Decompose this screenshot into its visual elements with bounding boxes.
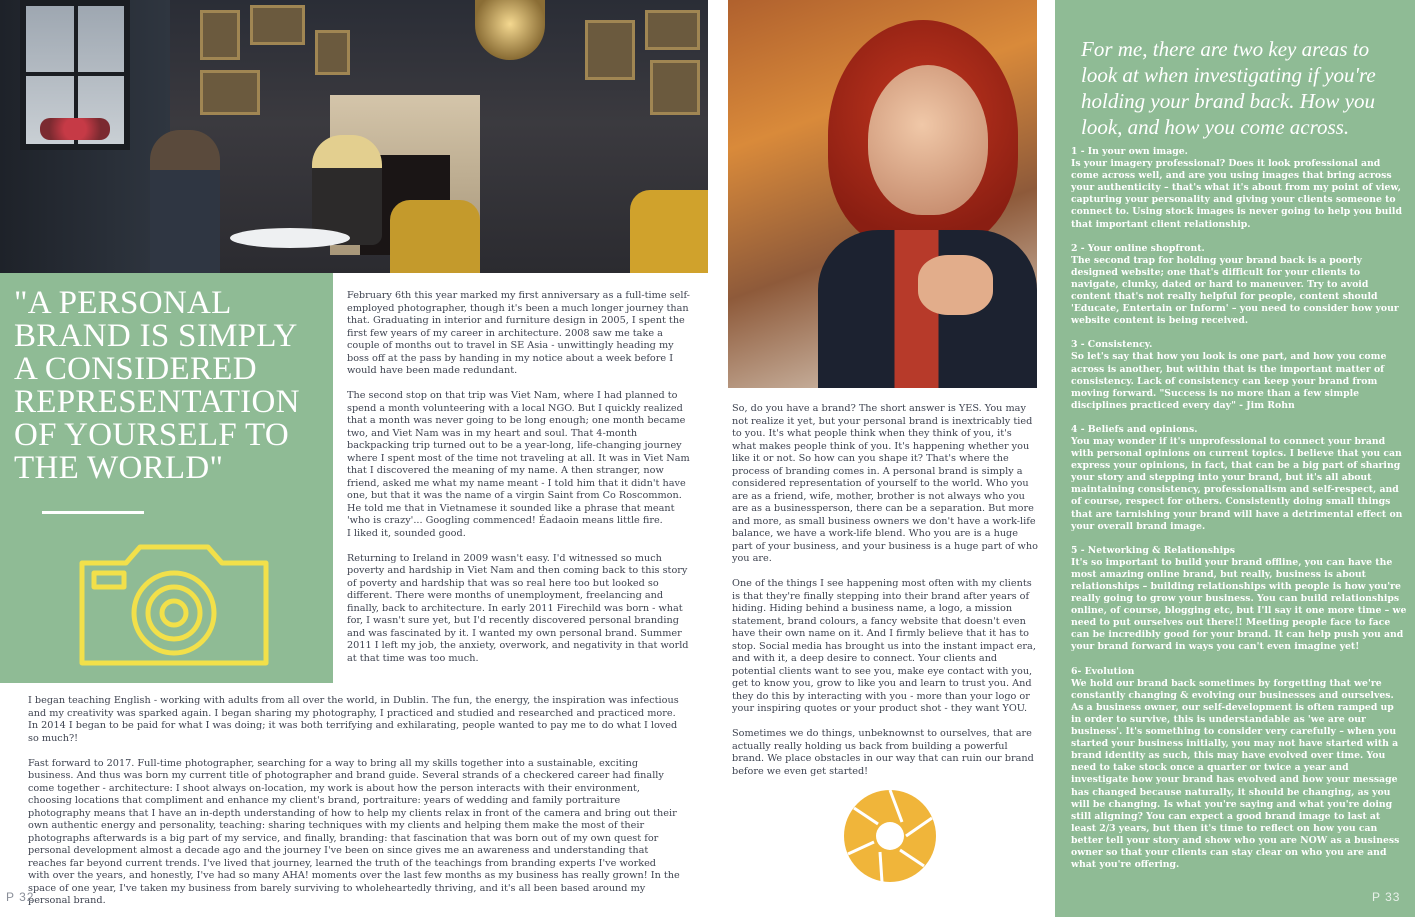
paragraph: Fast forward to 2017. Full-time photographer, searching for a way to bring all my skills together into a sustainable, exciting business. And thus was born my current title of photographer and brand guide. Several strands of a checkered career had finally come together - architecture: I shoot always on-location, my work is about how the person interacts with their environment, choosing locations that compliment and enhance my client's brand, portraiture: years of wedding and family portraiture photography means that I have an in-depth understanding of how to help my clients relax in front of the camera and bring out their own authentic energy and personality, teaching: sharing techniques with my clients and helping them make the most of their photographs afterwards is a big part of my service, and finally, branding: that fascination that was born out of my own quest for personal development almost a decade ago and the journey I've been on since gives me an awareness and understanding that reaches far beyond current trends. I've lived that journey, learned the truth of the teachings from branding experts I've worked with over the years, and honestly, I've had so many AHA! moments over the last few months as my business has really grown! In the space of one year, I've taken my business from barely surviving to wholeheartedly thriving, and it's all been based around my personal brand.	[28, 757, 680, 906]
cafe-interior-photo	[0, 0, 708, 273]
paragraph: February 6th this year marked my first anniversary as a full-time self-employed photographer, though it's been a much longer journey than that. Graduating in interior and furniture design in 2005, I spent the first few years of my career in architecture. 2008 saw me take a couple of months out to travel in SE Asia - unwittingly heading my boss off at the pass by handing in my notice about a week before I would have been made redundant.	[347, 290, 690, 376]
tip-body: You may wonder if it's unprofessional to connect your brand with personal opinions on current topics. I believe that you can express your opinions, in fact, that can be a big part of sharing your story and stepping into your brand, but it's all about maintaining consistency, professionalism and self-respect, and of course, respect for others. Consistently doing small things that are tarnishing your brand will have a detrimental effect on your overall brand image.	[1071, 435, 1403, 532]
tip-title: 1 - In your own image.	[1071, 146, 1188, 157]
tip-body: So let's say that how you look is one part, and how you come across is another, but within that is the important matter of consistency. Lack of consistency can keep your brand from moving forward. "Success is no more than a few simple disciplines practiced every day" - Jim Rohn	[1071, 351, 1387, 411]
article-column-3	[732, 403, 1038, 791]
tip-title: 2 - Your online shopfront.	[1071, 242, 1205, 254]
tip-item	[1071, 243, 1407, 328]
tip-item	[1071, 545, 1407, 654]
tip-item	[1071, 424, 1407, 533]
tip-item	[1071, 666, 1407, 872]
tip-title: 5 - Networking & Relationships	[1071, 544, 1235, 556]
feature-quote: "A PERSONAL BRAND IS SIMPLY A CONSIDERED REPRESENTATION OF YOURSELF TO THE WORLD"	[14, 285, 300, 486]
tip-title: 3 - Consistency.	[1071, 339, 1153, 351]
paragraph: Sometimes we do things, unbeknownst to ourselves, that are actually really holding us back from building a powerful brand. We place obstacles in our way that can ruin our brand before we even get started!	[732, 728, 1034, 777]
camera-icon	[76, 541, 272, 669]
paragraph: I began teaching English - working with adults from all over the world, in Dublin. The fun, the energy, the inspiration was infectious and my creativity was sparked again. I began sharing my photography, I practiced and studied and researched and practiced more. In 2014 I began to be paid for what I was doing; it was both terrifying and exhilarating, people wanted to pay me to do what I loved so much?!	[28, 695, 679, 744]
tips-list	[1071, 146, 1407, 883]
paragraph: Returning to Ireland in 2009 wasn't easy. I'd witnessed so much poverty and hardship in Viet Nam and then coming back to this story of poverty and hardship that was so real here too but looked so different. There were months of unemployment, freelancing and finally, back to architecture. In early 2011 Firechild was born - what for, I wasn't sure yet, but I'd recently discovered personal branding and was fascinated by it. I wanted my own personal brand. Summer 2011 I left my job, the anxiety, overwork, and negativity in that world at that time was too much.	[347, 552, 689, 664]
article-column-2	[28, 695, 680, 917]
tip-body: It's so important to build your brand offline, you can have the most amazing online brand, but really, business is about relationships – building relationships with people is how you're really going to grow your business. You can build relationships online, of course, blogging etc, but I'll say it one more time – we need to put ourselves out there!! Meeting people face to face can be incredibly good for your brand. It can help push you and your brand forward in ways you can't even imagine yet!	[1071, 556, 1407, 653]
divider	[42, 511, 144, 514]
tip-body: The second trap for holding your brand back is a poorly designed website; one that's difficult for your clients to navigate, clunky, dated or hard to maneuver. Try to avoid content that's not really helpful for people, content should 'Educate, Entertain or Inform' – you need to consider how your website content is being received.	[1071, 254, 1399, 327]
page-number-left: P 32	[6, 890, 35, 904]
tip-body: Is your imagery professional? Does it look professional and come across well, and are you using images that bring across your authenticity – that's what it's about from my point of view, capturing your personality and giving your clients someone to connect to. Using stock images is never going to help you build that important client relationship.	[1071, 158, 1402, 230]
article-column-1	[347, 290, 692, 678]
tip-body: We hold our brand back sometimes by forgetting that we're constantly changing & evolving our businesses and ourselves. As a business owner, our self-development is often ramped up in order to survive, this is understandable as 'we are our business'. It's something to consider very carefully – when you started your business initially, you may not have started with a brand identity as such, this may have evolved over time. You need to take stock once a quarter or twice a year and investigate how your brand has evolved and how your message has changed because naturally, it should be changing, as you will be changing. Is what you're saying and what you're doing still aligning? You can expect a good brand image to last at least 2/3 years, but then it's time to reflect on how you can better tell your story and show who you are NOW as a business owner so that your clients can stay clear on who you are and what you're offering.	[1071, 677, 1400, 871]
paragraph: One of the things I see happening most often with my clients is that they're finally stepping into their brand after years of hiding. Hiding behind a business name, a logo, a mission statement, brand colours, a fancy website that doesn't even have their own name on it. And I firmly believe that it has to stop. Social media has brought us into the instant impact era, and with it, a deep desire to connect. Your clients and potential clients want to see you, make eye contact with you, get to know you, grow to like you and learn to trust you. And they do this by interacting with you - more than your logo or your inspiring quotes or your product shot - they want YOU.	[732, 578, 1036, 714]
tip-title: 4 - Beliefs and opinions.	[1071, 423, 1198, 435]
pull-quote: For me, there are two key areas to look at when investigating if you're holding your brand back. How you look, and how you come across.	[1081, 37, 1376, 139]
paragraph: The second stop on that trip was Viet Nam, where I had planned to spend a month volunteering with a local NGO. But I quickly realized that a month was never going to be long enough; one month became two, and Viet Nam was in my heart and soul. That 4-month backpacking trip turned out to be a year-long, life-changing journey where I spent most of the time not traveling at all. It was in Viet Nam that I discovered the meaning of my name. A then stranger, now friend, asked me what my name meant - I told him that it didn't have one, but that it was the name of a virgin Saint from Co Roscommon. He told me that in Vietnamese it sounded like a phrase that meant 'who is crazy'... Googling commenced! Éadaoin means little fire. I liked it, sounded good.	[347, 390, 690, 539]
paragraph: So, do you have a brand? The short answer is YES. You may not realize it yet, but your personal brand is inextricably tied to you. It's what people think when they think of you, it's what makes people think of you. It's happening whether you like it or not. So how can you shape it? That's where the process of branding comes in. A personal brand is simply a considered representation of yourself to the world. Who you are as a friend, wife, mother, brother is not always who you are as a businessperson, there can be a separation. But more and more, as small business owners we don't have a work-life balance, we have a work-life blend. Who you are is a huge part of your business, and your business is a huge part of who you are.	[732, 403, 1038, 564]
portrait-photo	[728, 0, 1037, 388]
tip-item	[1071, 339, 1407, 412]
tip-item	[1071, 146, 1407, 231]
page-number-right: P 33	[1372, 890, 1401, 904]
aperture-icon	[842, 788, 938, 884]
quote-panel	[0, 273, 333, 683]
tip-title: 6- Evolution	[1071, 665, 1135, 677]
